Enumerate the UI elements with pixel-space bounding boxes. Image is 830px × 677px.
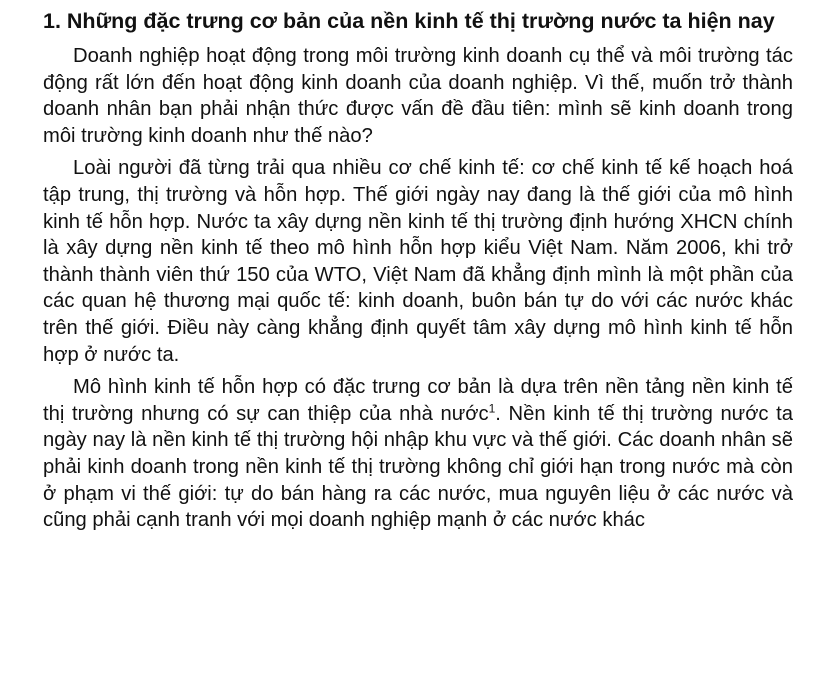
paragraph-economic-mechanisms: Loài người đã từng trải qua nhiều cơ chế kinh tế: cơ chế kinh tế kế hoạch hoá tập trung, thị trường và hỗn hợp. Thế giới ngày nay đang là thế giới của mô hình kinh tế hỗn hợp. Nước ta xây dựng nền kinh tế thị trường định hướng XHCN chính là xây dựng nền kinh tế theo mô hình hỗn hợp kiểu Việt Nam. Năm 2006, khi trở thành thành viên thứ 150 của WTO, Việt Nam đã khẳng định mình là một phần của các quan hệ thương mại quốc tế: kinh doanh, buôn bán tự do với các nước khác trên thế giới. Điều này càng khẳng định quyết tâm xây dựng mô hình kinh tế hỗn hợp ở nước ta. [43,157,793,366]
paragraph-business-environment: Doanh nghiệp hoạt động trong môi trường kinh doanh cụ thể và môi trường tác động rất lớn đến hoạt động kinh doanh của doanh nghiệp. Vì thế, muốn trở thành doanh nhân bạn phải nhận thức được vấn đề đầu tiên: mình sẽ kinh doanh trong môi trường kinh doanh như thế nào? [43,45,793,147]
footnote-reference: 1 [488,400,496,415]
section-heading: 1. Những đặc trưng cơ bản của nền kinh tế thị trường nước ta hiện nay [43,9,775,33]
paragraph-mixed-economy [43,374,793,534]
document-page [43,8,793,540]
paragraph-text-before-footnote: Mô hình kinh tế hỗn hợp có đặc trưng cơ bản là dựa trên nền tảng nền kinh tế thị trường nhưng có sự can thiệp của nhà nước [43,376,793,425]
paragraph-text-after-footnote: . Nền kinh tế thị trường nước ta ngày nay là nền kinh tế thị trường hội nhập khu vực và thế giới. Các doanh nhân sẽ phải kinh doanh trong nền kinh tế thị trường không chỉ giới hạn trong nước mà còn ở phạm vi thế giới: tự do bán hàng ra các nước, mua nguyên liệu ở các nước và cũng phải cạnh tranh với mọi doanh nghiệp mạnh ở các nước khác [43,402,793,532]
